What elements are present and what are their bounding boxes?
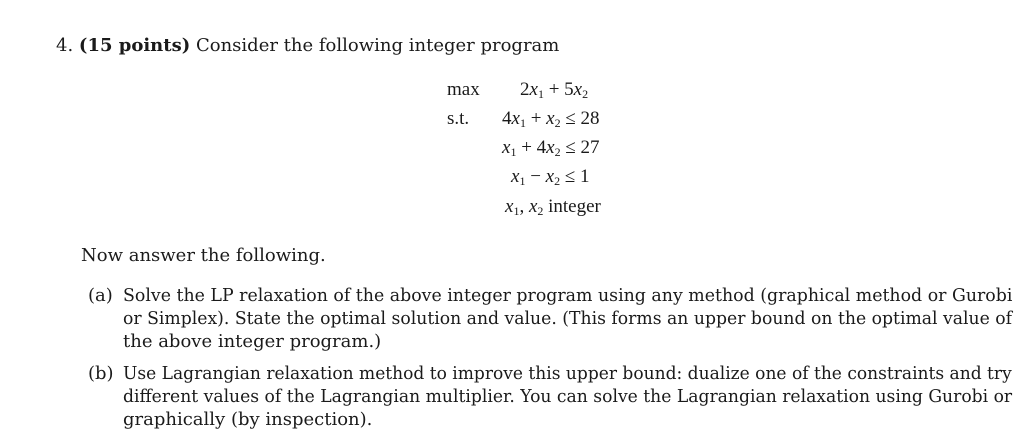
problem-points: (15 points) xyxy=(78,35,191,56)
part-b-line-2: different values of the Lagrangian multiplier. You can solve the Lagrangian relaxation using Gurobi or xyxy=(123,386,1013,407)
objective: $2x_1 + 5x_2$ xyxy=(520,79,589,101)
constraint-3: $x_1 - x_2 \le 1$ xyxy=(511,166,590,188)
integrality-constraint: $x_1$, $x_2$ integer xyxy=(505,196,601,218)
constraint-2: $x_1 + 4x_2 \le 27$ xyxy=(502,137,600,159)
part-b-label: (b) xyxy=(88,363,114,384)
constraint-1: $4x_1 + x_2 \le 28$ xyxy=(502,108,600,130)
problem-intro: Consider the following integer program xyxy=(195,35,560,56)
part-a-label: (a) xyxy=(88,285,113,306)
max-label: max xyxy=(447,79,480,100)
part-b-line-1: Use Lagrangian relaxation method to improve this upper bound: dualize one of the constraints and try xyxy=(123,363,1012,384)
st-label: s.t. xyxy=(447,108,470,129)
part-a-line-1: Solve the LP relaxation of the above integer program using any method (graphical method or Gurobi xyxy=(123,285,1013,306)
part-b-line-3: graphically (by inspection). xyxy=(123,409,373,430)
problem-header xyxy=(56,35,559,57)
part-a-line-3: the above integer program.) xyxy=(123,331,382,352)
part-a-line-2: or Simplex). State the optimal solution and value. (This forms an upper bound on the optimal value of xyxy=(123,308,1013,329)
problem-number: 4. xyxy=(56,35,74,56)
answer-intro: Now answer the following. xyxy=(81,245,326,266)
